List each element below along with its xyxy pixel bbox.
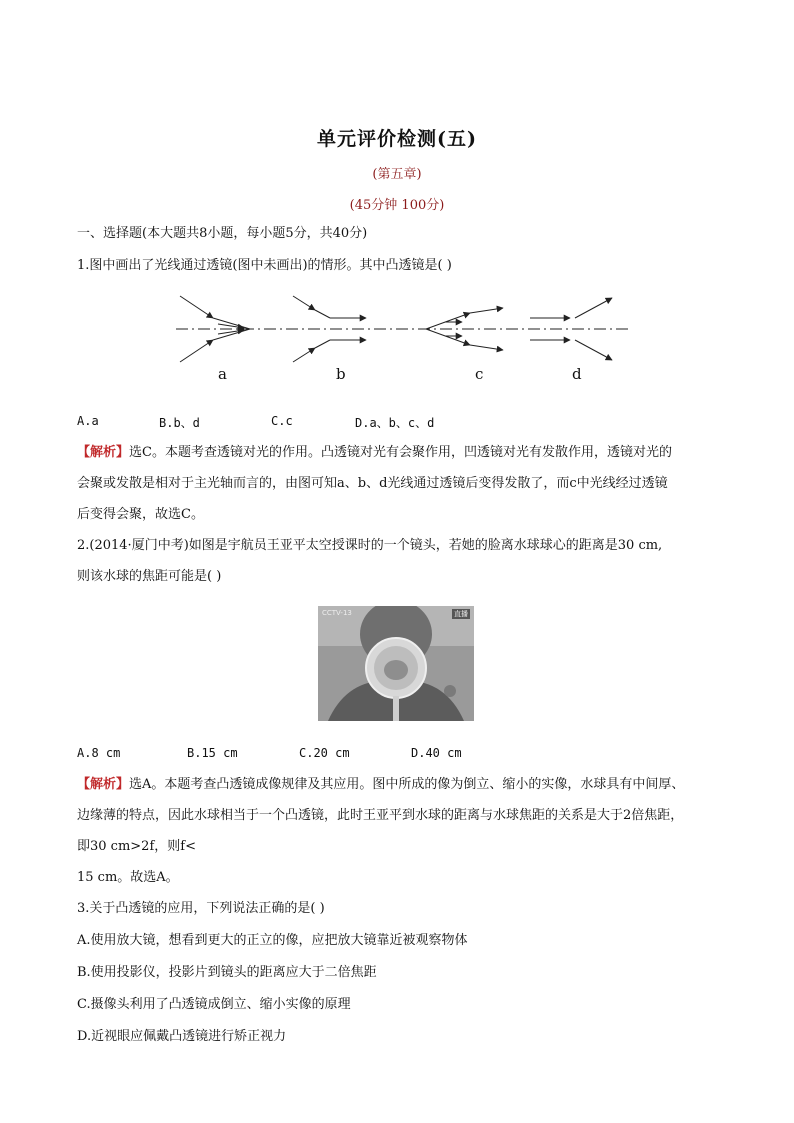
diagram-label-a: a xyxy=(218,365,227,383)
diagram-label-b: b xyxy=(336,365,346,383)
page-title: 单元评价检测(五) xyxy=(317,128,477,150)
q2-analysis-line-2: 边缘薄的特点，因此水球相当于一个凸透镜，此时王亚平到水球的距离与水球焦距的关系是大于2倍焦距， xyxy=(77,808,684,823)
q1-option-a: A.a xyxy=(77,414,99,428)
q1-analysis-line-2: 会聚或发散是相对于主光轴而言的，由图可知a、b、d光线通过透镜后变得发散了，而c中光线经过透镜 xyxy=(77,476,668,491)
diagram-label-c: c xyxy=(475,365,484,383)
q1-analysis-line-1: 【解析】选C。本题考查透镜对光的作用。凸透镜对光有会聚作用，凹透镜对光有发散作用，透镜对光的 xyxy=(77,445,672,460)
q2-analysis-tag: 【解析】 xyxy=(77,777,130,792)
q1-ray-diagram xyxy=(0,280,794,390)
q2-option-a: A.8 cm xyxy=(77,746,121,760)
q2-option-d: D.40 cm xyxy=(411,746,462,760)
q1-analysis-line-3: 后变得会聚，故选C。 xyxy=(77,507,204,522)
q2-analysis-line-4: 15 cm。故选A。 xyxy=(77,870,179,885)
time-score-label: (45分钟 100分) xyxy=(349,198,445,213)
q3-option-a: A.使用放大镜，想看到更大的正立的像，应把放大镜靠近被观察物体 xyxy=(77,933,468,948)
photo-illustration xyxy=(318,606,474,721)
chapter-label: (第五章) xyxy=(372,167,422,182)
q2-option-b: B.15 cm xyxy=(187,746,238,760)
channel-logo: CCTV-13 xyxy=(322,609,352,617)
q2-analysis-line-1: 【解析】选A。本题考查凸透镜成像规律及其应用。图中所成的像为倒立、缩小的实像，水球具有中间厚、 xyxy=(77,777,685,792)
q2-stem-line-2: 则该水球的焦距可能是( ) xyxy=(77,569,222,584)
q3-option-d: D.近视眼应佩戴凸透镜进行矫正视力 xyxy=(77,1029,287,1044)
q1-option-d: D.a、b、c、d xyxy=(355,416,435,430)
q2-stem-line-1: 2.(2014·厦门中考)如图是宇航员王亚平太空授课时的一个镜头，若她的脸离水球球心的距离是30 cm, xyxy=(77,538,663,553)
q1-stem: 1.图中画出了光线通过透镜(图中未画出)的情形。其中凸透镜是( ) xyxy=(77,258,452,273)
q3-stem: 3.关于凸透镜的应用，下列说法正确的是( ) xyxy=(77,901,325,916)
live-badge: 直播 xyxy=(454,610,468,618)
section-heading: 一、选择题(本大题共8小题，每小题5分，共40分) xyxy=(77,226,368,241)
q1-analysis-tag: 【解析】 xyxy=(77,445,130,460)
q2-option-c: C.20 cm xyxy=(299,746,350,760)
q1-option-c: C.c xyxy=(271,414,293,428)
q1-option-b: B.b、d xyxy=(159,416,200,430)
astronaut-water-ball-photo xyxy=(318,606,474,721)
q3-option-b: B.使用投影仪，投影片到镜头的距离应大于二倍焦距 xyxy=(77,965,377,980)
diagram-label-d: d xyxy=(572,365,582,383)
q3-option-c: C.摄像头利用了凸透镜成倒立、缩小实像的原理 xyxy=(77,997,351,1012)
q2-analysis-line-3: 即30 cm>2f，则f< xyxy=(77,839,196,854)
